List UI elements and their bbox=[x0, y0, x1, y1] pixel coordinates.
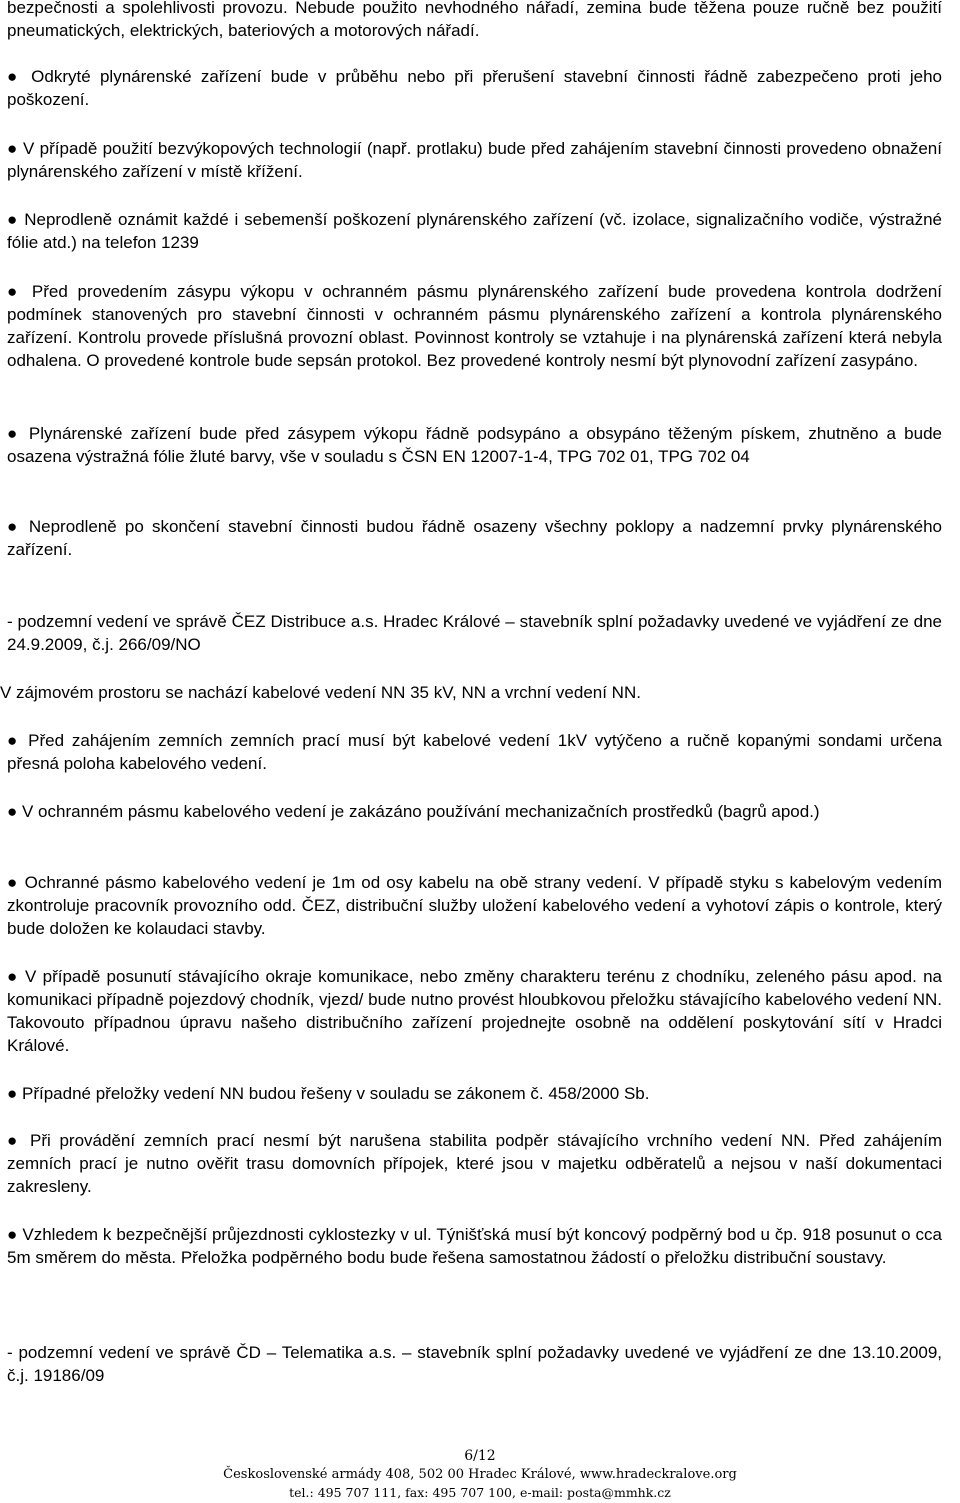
bullet-nn-relocation-law: ● Případné přeložky vedení NN budou řešeny v souladu se zákonem č. 458/2000 Sb. bbox=[7, 1084, 650, 1103]
page-number: 6/12 bbox=[464, 1448, 496, 1464]
bullet-cable-staking: ● Před zahájením zemních zemních prací musí být kabelové vedení 1kV vytýčeno a ručně kopanými sondami určena přesná poloha kabelového vedení. bbox=[7, 731, 942, 773]
bullet-cycle-path-pole: ● Vzhledem k bezpečnější průjezdnosti cyklostezky v ul. Týnišťská musí být koncový podpěrný bod u čp. 918 posunut o cca 5m směrem do města. Přeložka podpěrného bodu bude řešena samostatnou žádostí o přeložku distribuční soustavy. bbox=[7, 1225, 942, 1267]
bullet-protection-zone: ● Ochranné pásmo kabelového vedení je 1m od osy kabelu na obě strany vedení. V případě styku s kabelovým vedením zkontroluje pracovník provozního odd. ČEZ, distribuční služby uložení kabelového vedení a vyhotoví zápis o kontrole, který bude doložen ke kolaudaci stavby. bbox=[7, 873, 942, 938]
bullet-mechanization-ban: ● V ochranném pásmu kabelového vedení je zakázáno používání mechanizačních prostředků (bagrů apod.) bbox=[7, 802, 820, 821]
bullet-uncovered-gas-equipment: ● Odkryté plynárenské zařízení bude v průběhu nebo při přerušení stavební činnosti řádně zabezpečeno proti jeho poškození. bbox=[7, 67, 942, 109]
bullet-road-edge-relocation: ● V případě posunutí stávajícího okraje komunikace, nebo změny charakteru terénu z chodníku, zeleného pásu apod. na komunikaci případně pojezdový chodník, vjezd/ bude nutno provést hloubkovou přeložku stávajícího kabelového vedení NN. Takovouto případnou úpravu našeho distribučního zařízení projednejte osobně na oddělení poskytování sítí v Hradci Králové. bbox=[7, 967, 942, 1055]
footer-address: Československé armády 408, 502 00 Hradec Králové, www.hradeckralove.org bbox=[223, 1467, 737, 1482]
paragraph-continuation: bezpečnosti a spolehlivosti provozu. Nebude použito nevhodného nářadí, zemina bude těžena pouze ručně bez použití pneumatických, elektrických, bateriových a motorových nářadí. bbox=[7, 0, 942, 40]
section-cez-distribuce: - podzemní vedení ve správě ČEZ Distribuce a.s. Hradec Králové – stavebník splní požadavky uvedené ve vyjádření ze dne 24.9.2009, č.j. 266/09/NO bbox=[7, 612, 942, 654]
cez-cable-area-note: V zájmovém prostoru se nachází kabelové vedení NN 35 kV, NN a vrchní vedení NN. bbox=[0, 683, 641, 702]
bullet-inspection-before-backfill: ● Před provedením zásypu výkopu v ochranném pásmu plynárenského zařízení bude provedena kontrola dodržení podmínek stanovených pro stavební činnosti v ochranném pásmu plynárenského zařízení a kontrola plynárenského zařízení. Kontrolu provede příslušná provozní oblast. Povinnost kontroly se vztahuje i na plynárenská zařízení která nebyla odhalena. O provedené kontrole bude sepsán protokol. Bez provedené kontroly nesmí být plynovodní zařízení zasypáno. bbox=[7, 282, 942, 370]
bullet-install-covers: ● Neprodleně po skončení stavební činnosti budou řádně osazeny všechny poklopy a nadzemní prvky plynárenského zařízení. bbox=[7, 517, 942, 559]
bullet-sand-bedding: ● Plynárenské zařízení bude před zásypem výkopu řádně podsypáno a obsypáno těženým pískem, zhutněno a bude osazena výstražná fólie žluté barvy, vše v souladu s ČSN EN 12007-1-4, TPG 702 01, TPG 702 04 bbox=[7, 424, 942, 466]
footer-contact: tel.: 495 707 111, fax: 495 707 100, e-mail: posta@mmhk.cz bbox=[289, 1485, 671, 1500]
bullet-pole-stability: ● Při provádění zemních prací nesmí být narušena stabilita podpěr stávajícího vrchního vedení NN. Před zahájením zemních prací je nutno ověřit trasu domovních přípojek, které jsou v majetku odběratelů a nejsou v naší dokumentaci zakresleny. bbox=[7, 1131, 942, 1196]
bullet-trenchless-technology: ● V případě použití bezvýkopových technologií (např. protlaku) bude před zahájením stavební činnosti provedeno obnažení plynárenského zařízení v místě křížení. bbox=[7, 139, 942, 181]
bullet-report-damage: ● Neprodleně oznámit každé i sebemenší poškození plynárenského zařízení (vč. izolace, signalizačního vodiče, výstražné fólie atd.) na telefon 1239 bbox=[7, 210, 942, 252]
section-cd-telematika: - podzemní vedení ve správě ČD – Telematika a.s. – stavebník splní požadavky uvedené ve vyjádření ze dne 13.10.2009, č.j. 19186/09 bbox=[7, 1343, 942, 1385]
